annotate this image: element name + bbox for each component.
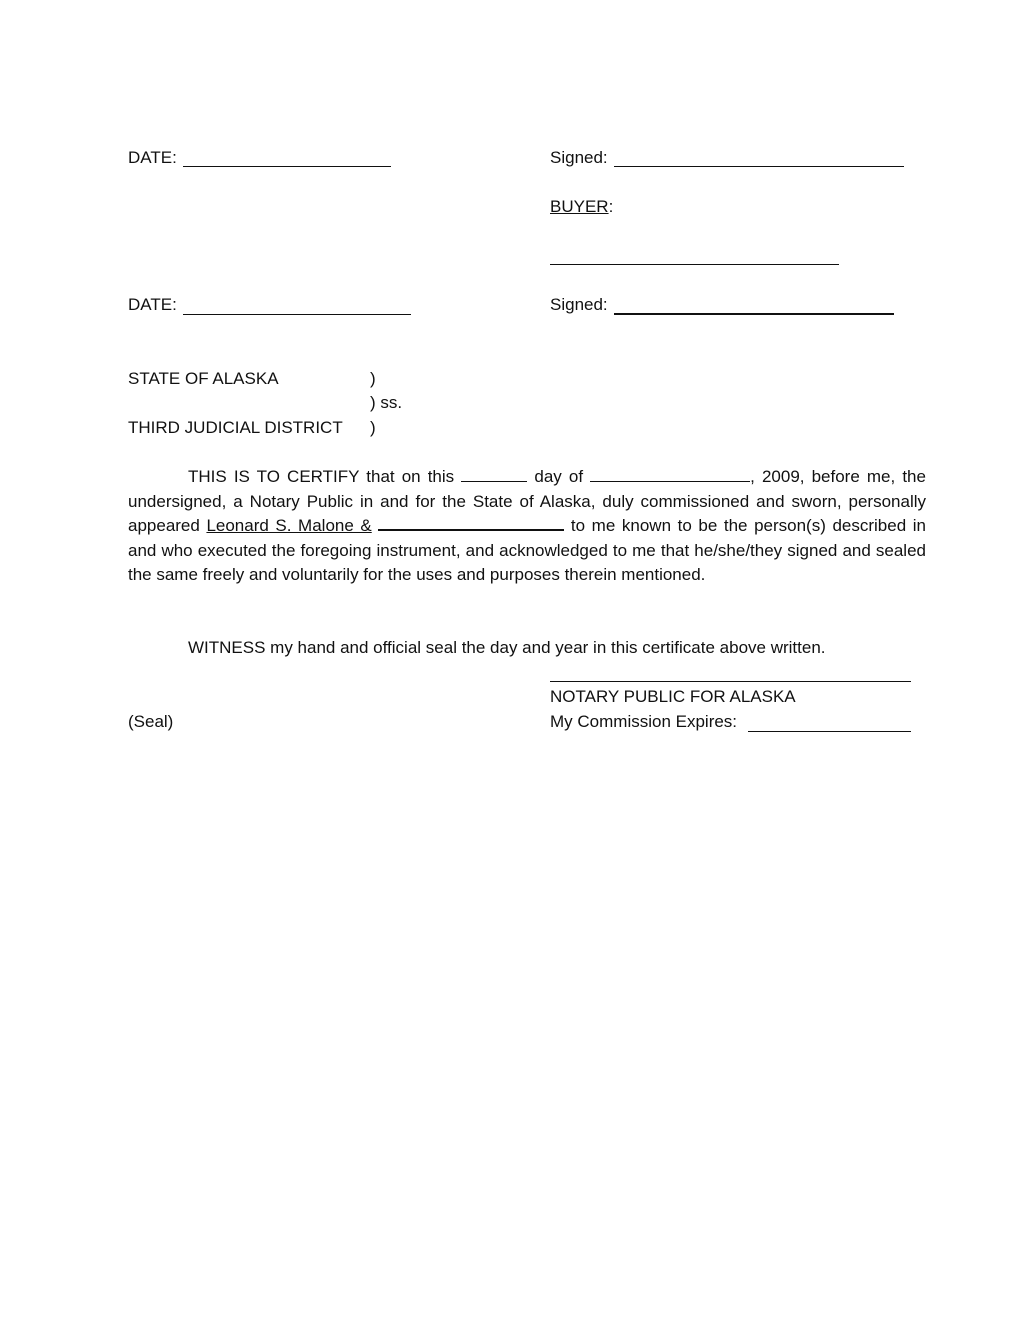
- buyer-date-line[interactable]: [183, 314, 411, 315]
- certificate-text-4: to me known to be the person(s) described in and who executed the foregoing instrument, and acknowledged to me that he/she/they signed and sealed the same freely and voluntarily for the uses and purposes therein mentioned.: [128, 516, 926, 584]
- seller-date-label: DATE:: [128, 148, 177, 167]
- witness-text: WITNESS my hand and official seal the day and year in this certificate above written.: [188, 638, 826, 657]
- notary-title: NOTARY PUBLIC FOR ALASKA: [550, 687, 796, 706]
- certificate-paragraph: [128, 465, 926, 588]
- buyer-signature-line[interactable]: [614, 313, 894, 315]
- appeared-name-blank[interactable]: [378, 515, 564, 531]
- venue-district: THIRD JUDICIAL DISTRICT: [128, 418, 343, 437]
- venue-paren-3: ): [370, 418, 376, 437]
- buyer-signed-label: Signed:: [550, 295, 608, 314]
- buyer-name-line[interactable]: [550, 264, 839, 265]
- buyer-heading: BUYER:: [550, 197, 614, 216]
- certificate-text-3: , 2009, before me, the undersigned, a Notary Public in and for the State of Alaska, duly commissioned and sworn, personally appeared: [128, 467, 926, 535]
- seller-date-line[interactable]: [183, 166, 391, 167]
- venue-ss: ) ss.: [370, 393, 403, 412]
- seal-label: (Seal): [128, 712, 174, 731]
- appeared-name: Leonard S. Malone &: [206, 516, 372, 535]
- venue-state: STATE OF ALASKA: [128, 369, 279, 388]
- month-blank[interactable]: [590, 467, 750, 482]
- buyer-date-label: DATE:: [128, 295, 177, 314]
- notary-signature-line[interactable]: [550, 681, 911, 682]
- certificate-text-2: day of: [534, 467, 584, 486]
- venue-paren-1: ): [370, 369, 376, 388]
- seller-signature-line[interactable]: [614, 166, 904, 167]
- day-blank[interactable]: [461, 467, 527, 482]
- commission-expires-line[interactable]: [748, 731, 911, 732]
- certificate-text-1: THIS IS TO CERTIFY that on this: [188, 467, 455, 486]
- commission-expires-label: My Commission Expires:: [550, 712, 738, 731]
- seller-signed-label: Signed:: [550, 148, 608, 167]
